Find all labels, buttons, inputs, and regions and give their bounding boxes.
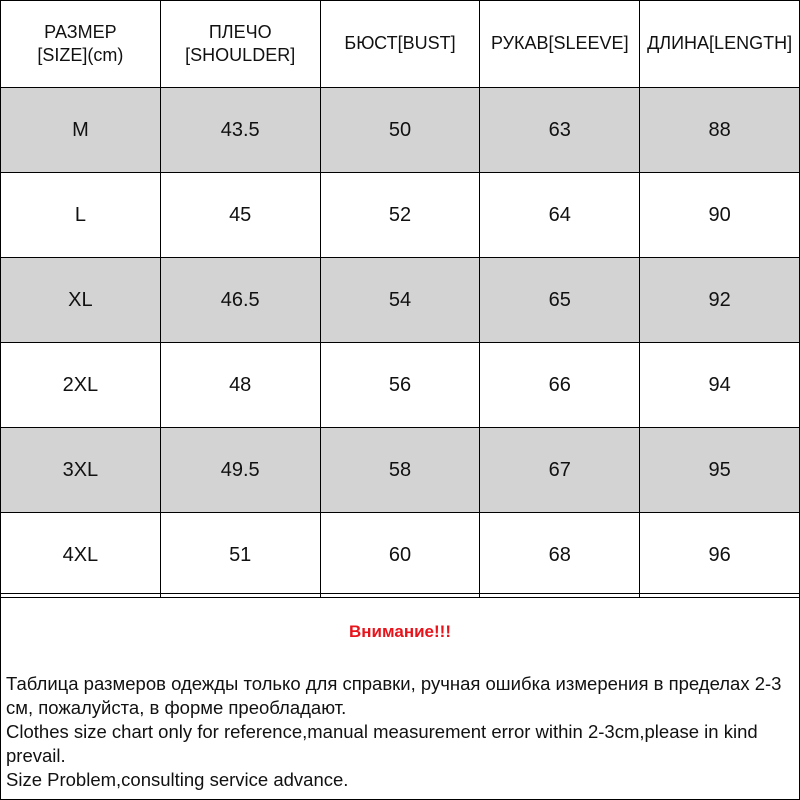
notice-text-en-2: Size Problem,consulting service advance. (6, 769, 349, 790)
cell-shoulder: 46.5 (160, 258, 320, 343)
notice-title: Внимание!!! (349, 622, 451, 641)
cell-sleeve: 67 (480, 428, 640, 513)
cell-sleeve: 65 (480, 258, 640, 343)
cell-shoulder: 45 (160, 173, 320, 258)
cell-shoulder: 51 (160, 513, 320, 598)
cell-length: 92 (640, 258, 800, 343)
header-shoulder-line2: [SHOULDER] (185, 45, 296, 65)
cell-bust: 60 (320, 513, 480, 598)
table-row (1, 428, 800, 513)
table-row (1, 343, 800, 428)
table-header-row (1, 1, 800, 88)
cell-length: 88 (640, 88, 800, 173)
header-size-line2: [SIZE](cm) (37, 45, 124, 65)
cell-bust: 56 (320, 343, 480, 428)
cell-bust: 54 (320, 258, 480, 343)
cell-size: 4XL (1, 513, 161, 598)
notice-body (6, 672, 796, 792)
cell-size: M (1, 88, 161, 173)
cell-bust: 52 (320, 173, 480, 258)
table-row (1, 513, 800, 598)
cell-size: 2XL (1, 343, 161, 428)
cell-bust: 50 (320, 88, 480, 173)
table-row (1, 173, 800, 258)
cell-length: 90 (640, 173, 800, 258)
table-row (1, 88, 800, 173)
cell-shoulder: 48 (160, 343, 320, 428)
cell-length: 95 (640, 428, 800, 513)
header-sleeve (480, 1, 640, 88)
table-row (1, 258, 800, 343)
notice-text-ru: Таблица размеров одежды только для справки, ручная ошибка измерения в пределах 2-3 см, пожалуйста, в форме преобладают. (6, 673, 782, 718)
cell-shoulder: 49.5 (160, 428, 320, 513)
header-size (1, 1, 161, 88)
header-shoulder-line1: ПЛЕЧО (208, 21, 272, 42)
header-length-line1: ДЛИНА[LENGTH] (647, 33, 793, 54)
cell-size: L (1, 173, 161, 258)
cell-length: 96 (640, 513, 800, 598)
cell-sleeve: 63 (480, 88, 640, 173)
header-bust-line1: БЮСТ[BUST] (344, 33, 456, 54)
cell-sleeve: 66 (480, 343, 640, 428)
header-bust (320, 1, 480, 88)
cell-length: 94 (640, 343, 800, 428)
cell-sleeve: 64 (480, 173, 640, 258)
header-shoulder (160, 1, 320, 88)
header-length (640, 1, 800, 88)
cell-bust: 58 (320, 428, 480, 513)
header-sleeve-line1: РУКАВ[SLEEVE] (490, 33, 629, 54)
notice-text-en: Clothes size chart only for reference,manual measurement error within 2-3cm,please in kind prevail. (6, 721, 758, 766)
cell-shoulder: 43.5 (160, 88, 320, 173)
notice-box (0, 593, 800, 800)
header-size-line1: РАЗМЕР (44, 21, 117, 42)
cell-size: XL (1, 258, 161, 343)
cell-size: 3XL (1, 428, 161, 513)
cell-sleeve: 68 (480, 513, 640, 598)
